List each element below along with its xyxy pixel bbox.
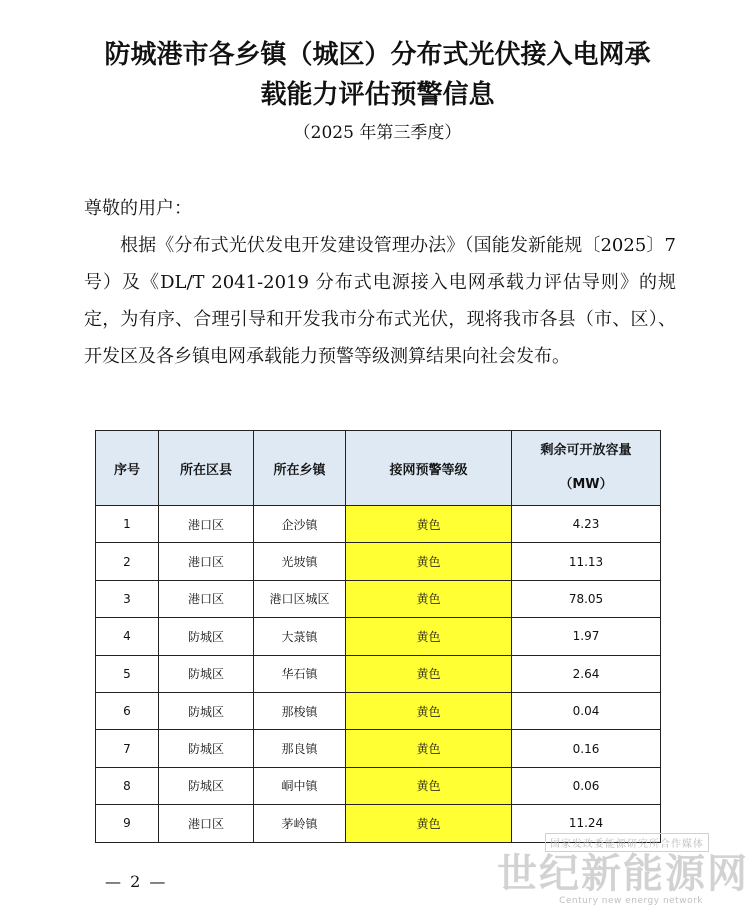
watermark-logo-text: 世纪新能源网 [497, 851, 749, 897]
cell-index: 1 [96, 506, 159, 543]
header-township: 所在乡镇 [254, 431, 346, 506]
watermark [497, 832, 749, 906]
cell-township: 茅岭镇 [254, 805, 346, 842]
document-subtitle: （2025 年第三季度） [293, 123, 462, 143]
cell-capacity: 11.24 [512, 805, 661, 842]
cell-index: 9 [96, 805, 159, 842]
cell-index: 4 [96, 618, 159, 655]
header-capacity-line2: （MW） [559, 477, 613, 492]
header-level: 接网预警等级 [346, 431, 512, 506]
table-row [96, 767, 661, 804]
cell-capacity: 78.05 [512, 580, 661, 617]
cell-county: 防城区 [159, 730, 254, 767]
table-row [96, 618, 661, 655]
cell-capacity: 0.04 [512, 692, 661, 729]
cell-index: 2 [96, 543, 159, 580]
cell-township: 峒中镇 [254, 767, 346, 804]
cell-level: 黄色 [346, 767, 512, 804]
cell-township: 那良镇 [254, 730, 346, 767]
cell-township: 那梭镇 [254, 692, 346, 729]
document-title-line2: 载能力评估预警信息 [260, 80, 495, 110]
header-county: 所在区县 [159, 431, 254, 506]
table-row [96, 730, 661, 767]
page-number: — 2 — [105, 872, 168, 891]
cell-level: 黄色 [346, 805, 512, 842]
cell-level: 黄色 [346, 655, 512, 692]
cell-index: 8 [96, 767, 159, 804]
cell-capacity: 11.13 [512, 543, 661, 580]
body-paragraph: 根据《分布式光伏发电开发建设管理办法》（国能发新能规〔2025〕7号）及《DL/T 2041-2019 分布式电源接入电网承载力评估导则》的规定，为有序、合理引导和开发我市分布式光伏，现将我市各县（市、区）、开发区及各乡镇电网承载能力预警等级测算结果向社会发布。 [84, 235, 676, 367]
cell-county: 防城区 [159, 618, 254, 655]
cell-level: 黄色 [346, 618, 512, 655]
cell-level: 黄色 [346, 506, 512, 543]
cell-capacity: 0.16 [512, 730, 661, 767]
cell-capacity: 0.06 [512, 767, 661, 804]
table-header-row [96, 431, 661, 506]
cell-capacity: 2.64 [512, 655, 661, 692]
greeting: 尊敬的用户： [84, 198, 192, 219]
table-row [96, 543, 661, 580]
cell-capacity: 4.23 [512, 506, 661, 543]
warning-table [95, 430, 661, 843]
cell-index: 7 [96, 730, 159, 767]
cell-county: 港口区 [159, 580, 254, 617]
cell-township: 大菉镇 [254, 618, 346, 655]
cell-township: 港口区城区 [254, 580, 346, 617]
watermark-subtitle: Century new energy network [559, 896, 703, 906]
table-row [96, 692, 661, 729]
cell-township: 企沙镇 [254, 506, 346, 543]
cell-county: 港口区 [159, 506, 254, 543]
cell-county: 港口区 [159, 543, 254, 580]
cell-township: 光坡镇 [254, 543, 346, 580]
cell-county: 防城区 [159, 692, 254, 729]
header-capacity [512, 431, 661, 506]
cell-level: 黄色 [346, 730, 512, 767]
header-index: 序号 [96, 431, 159, 506]
cell-level: 黄色 [346, 580, 512, 617]
cell-county: 防城区 [159, 767, 254, 804]
cell-level: 黄色 [346, 692, 512, 729]
cell-county: 港口区 [159, 805, 254, 842]
cell-index: 5 [96, 655, 159, 692]
cell-county: 防城区 [159, 655, 254, 692]
cell-index: 3 [96, 580, 159, 617]
table-row [96, 655, 661, 692]
watermark-top: 国家发改委能源研究所合作媒体 [545, 833, 709, 852]
cell-index: 6 [96, 692, 159, 729]
header-capacity-line1: 剩余可开放容量 [540, 443, 632, 458]
document-title-line1: 防城港市各乡镇（城区）分布式光伏接入电网承 [104, 40, 651, 70]
cell-capacity: 1.97 [512, 618, 661, 655]
table-row [96, 580, 661, 617]
cell-level: 黄色 [346, 543, 512, 580]
table-row [96, 506, 661, 543]
cell-township: 华石镇 [254, 655, 346, 692]
